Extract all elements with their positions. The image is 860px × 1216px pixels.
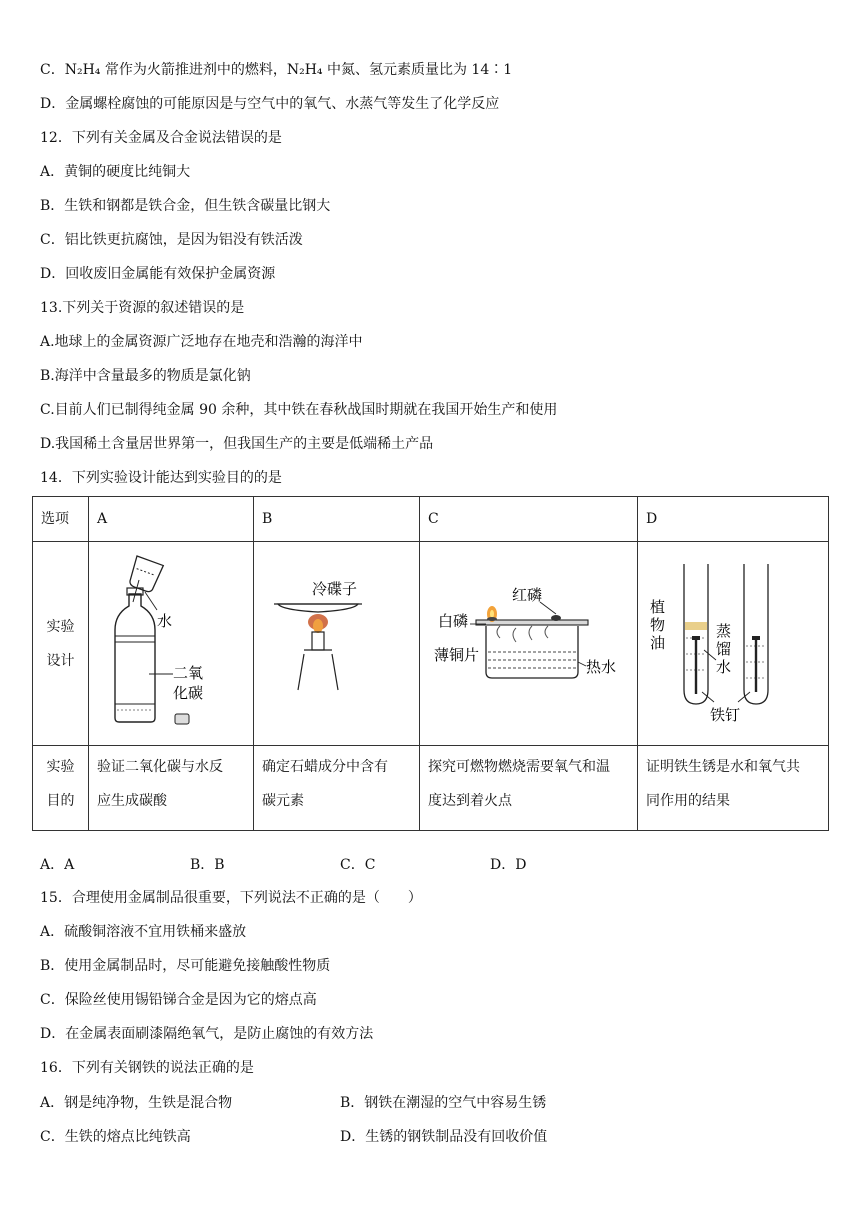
q11-option-d: D．金属螺栓腐蚀的可能原因是与空气中的氧气、水蒸气等发生了化学反应	[40, 96, 500, 112]
table-design-row	[33, 542, 829, 746]
table-purpose-row	[33, 746, 829, 831]
row-label-design: 实验 设计	[33, 542, 89, 746]
q12-option-b: B．生铁和钢都是铁合金，但生铁含碳量比钢大	[40, 198, 331, 214]
q15-option-c: C．保险丝使用锡铅锑合金是因为它的熔点高	[40, 992, 317, 1008]
q16-stem: 16．下列有关钢铁的说法正确的是	[40, 1060, 254, 1076]
header-a: A	[89, 497, 254, 542]
label-white-phosphorus: 白磷	[438, 612, 469, 630]
q16-option-c: C．生铁的熔点比纯铁高	[40, 1129, 191, 1145]
q12-option-c: C．铝比铁更抗腐蚀，是因为铝没有铁活泼	[40, 232, 303, 248]
q15-option-b: B．使用金属制品时，尽可能避免接触酸性物质	[40, 958, 331, 974]
label-distilled-2: 馏	[716, 640, 732, 658]
diagram-d-tubes	[638, 542, 829, 732]
q12-stem: 12．下列有关金属及合金说法错误的是	[40, 130, 282, 146]
q16-row-2	[40, 1126, 840, 1146]
label-cold-plate: 冷碟子	[312, 580, 358, 598]
label-iron-nail: 铁钉	[710, 706, 741, 724]
q11-option-c: C．N₂H₄ 常作为火箭推进剂中的燃料，N₂H₄ 中氮、氢元素质量比为 14∶1	[40, 62, 513, 78]
q15-stem: 15．合理使用金属制品很重要，下列说法不正确的是（ ）	[40, 890, 422, 906]
label-oil-3: 油	[650, 634, 666, 652]
purpose-b: 确定石蜡成分中含有 碳元素	[254, 746, 420, 831]
table-header-row	[33, 497, 829, 542]
header-c: C	[420, 497, 638, 542]
row-label-purpose: 实验 目的	[33, 746, 89, 831]
purpose-a: 验证二氧化碳与水反 应生成碳酸	[89, 746, 254, 831]
q14-answer-a: A．A	[40, 857, 75, 873]
diagram-d-cell	[638, 542, 829, 746]
diagram-a-bottle	[89, 542, 254, 732]
q14-answer-options	[40, 854, 600, 874]
q13-option-a: A.地球上的金属资源广泛地存在地壳和浩瀚的海洋中	[40, 334, 363, 350]
label-oil-1: 植	[650, 598, 666, 616]
q15-option-a: A．硫酸铜溶液不宜用铁桶来盛放	[40, 924, 247, 940]
q14-answer-c: C．C	[340, 857, 376, 873]
q16-option-d: D．生锈的钢铁制品没有回收价值	[340, 1129, 548, 1145]
q14-answer-d: D．D	[490, 857, 527, 873]
experiment-table	[32, 496, 829, 831]
label-copper-sheet: 薄铜片	[434, 646, 480, 664]
diagram-a-cell	[89, 542, 254, 746]
q13-stem: 13.下列关于资源的叙述错误的是	[40, 300, 245, 316]
label-co2-2: 化碳	[173, 684, 204, 702]
q15-option-d: D．在金属表面刷漆隔绝氧气，是防止腐蚀的有效方法	[40, 1026, 374, 1042]
purpose-c: 探究可燃物燃烧需要氧气和温 度达到着火点	[420, 746, 638, 831]
header-option: 选项	[33, 497, 89, 542]
q13-option-d: D.我国稀土含量居世界第一，但我国生产的主要是低端稀土产品	[40, 436, 434, 452]
label-oil-2: 物	[650, 616, 666, 634]
diagram-b-candle	[254, 542, 420, 732]
diagram-b-cell	[254, 542, 420, 746]
label-water: 水	[157, 612, 173, 630]
purpose-d: 证明铁生锈是水和氧气共 同作用的结果	[638, 746, 829, 831]
q13-option-b: B.海洋中含量最多的物质是氯化钠	[40, 368, 251, 384]
label-distilled-1: 蒸	[716, 622, 732, 640]
q16-row-1	[40, 1092, 840, 1112]
q16-option-a: A．钢是纯净物，生铁是混合物	[40, 1095, 233, 1111]
q12-option-d: D．回收废旧金属能有效保护金属资源	[40, 266, 276, 282]
header-d: D	[638, 497, 829, 542]
q14-answer-b: B．B	[190, 857, 225, 873]
q14-stem: 14．下列实验设计能达到实验目的的是	[40, 470, 282, 486]
label-hot-water: 热水	[586, 658, 617, 676]
q13-option-c: C.目前人们已制得纯金属 90 余种，其中铁在春秋战国时期就在我国开始生产和使用	[40, 402, 558, 418]
header-b: B	[254, 497, 420, 542]
diagram-c-beaker	[420, 542, 638, 732]
label-co2-1: 二氧	[173, 664, 204, 682]
label-distilled-3: 水	[716, 658, 732, 676]
q16-option-b: B．钢铁在潮湿的空气中容易生锈	[340, 1095, 547, 1111]
label-red-phosphorus: 红磷	[512, 586, 543, 604]
q12-option-a: A．黄铜的硬度比纯铜大	[40, 164, 191, 180]
diagram-c-cell	[420, 542, 638, 746]
